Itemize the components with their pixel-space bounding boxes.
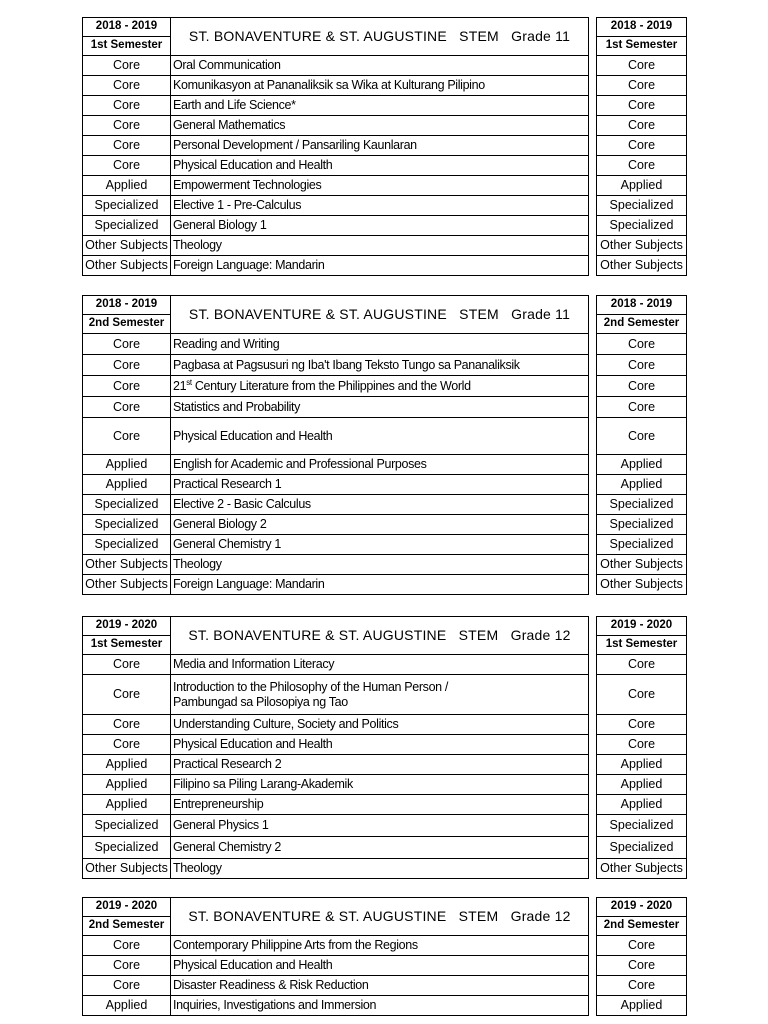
school-year: 2019 - 2020 (597, 617, 687, 636)
subject-name: Physical Education and Health (171, 156, 589, 176)
subject-type: Other Subjects (83, 859, 171, 879)
semester-label: 2nd Semester (83, 917, 171, 936)
curriculum-table-grade11-sem1 (82, 17, 589, 276)
subject-name: Filipino sa Piling Larang-Akademik (171, 775, 589, 795)
subject-type: Applied (83, 775, 171, 795)
subject-type: Core (83, 675, 171, 715)
subject-type: Core (597, 156, 687, 176)
subject-type: Other Subjects (83, 575, 171, 595)
subject-type: Specialized (597, 495, 687, 515)
subject-type: Specialized (83, 216, 171, 236)
subject-name: General Mathematics (171, 116, 589, 136)
subject-name: Inquiries, Investigations and Immersion (171, 996, 589, 1016)
side-strip-grade11-sem1 (596, 17, 687, 276)
subject-type: Specialized (597, 216, 687, 236)
subject-type: Other Subjects (597, 555, 687, 575)
subject-name: Pagbasa at Pagsusuri ng Iba't Ibang Teksto Tungo sa Pananaliksik (171, 355, 589, 376)
subject-type: Other Subjects (597, 256, 687, 276)
side-strip-grade12-sem1 (596, 616, 687, 879)
semester-label: 1st Semester (597, 636, 687, 655)
subject-type: Applied (597, 475, 687, 495)
subject-name: Practical Research 1 (171, 475, 589, 495)
subject-type: Core (83, 334, 171, 355)
subject-name: Physical Education and Health (171, 735, 589, 755)
subject-type: Core (83, 397, 171, 418)
subject-name: Komunikasyon at Pananaliksik sa Wika at Kulturang Pilipino (171, 76, 589, 96)
subject-rest: Century Literature from the Philippines and the World (191, 378, 471, 393)
school-year: 2019 - 2020 (83, 898, 171, 917)
subject-type: Other Subjects (83, 256, 171, 276)
subject-name: Media and Information Literacy (171, 655, 589, 675)
school-year: 2018 - 2019 (83, 18, 171, 37)
subject-type: Specialized (597, 837, 687, 859)
subject-name: Personal Development / Pansariling Kaunlaran (171, 136, 589, 156)
subject-type: Core (597, 655, 687, 675)
subject-name: Contemporary Philippine Arts from the Regions (171, 936, 589, 956)
subject-type: Core (597, 735, 687, 755)
subject-type: Specialized (597, 515, 687, 535)
subject-type: Specialized (83, 515, 171, 535)
subject-name: Understanding Culture, Society and Politics (171, 715, 589, 735)
table-title: ST. BONAVENTURE & ST. AUGUSTINE STEM Grade 11 (171, 296, 589, 334)
subject-name: Empowerment Technologies (171, 176, 589, 196)
school-year: 2018 - 2019 (597, 18, 687, 37)
subject-name: General Physics 1 (171, 815, 589, 837)
subject-type: Applied (597, 996, 687, 1016)
subject-type: Applied (597, 755, 687, 775)
subject-prefix: 21 (173, 378, 187, 393)
school-year: 2018 - 2019 (83, 296, 171, 315)
subject-name: General Biology 1 (171, 216, 589, 236)
subject-type: Core (83, 735, 171, 755)
subject-type: Core (83, 56, 171, 76)
subject-name: Theology (171, 859, 589, 879)
subject-type: Specialized (83, 495, 171, 515)
table-title: ST. BONAVENTURE & ST. AUGUSTINE STEM Grade 12 (171, 898, 589, 936)
school-year: 2018 - 2019 (597, 296, 687, 315)
subject-type: Applied (597, 795, 687, 815)
subject-type: Other Subjects (83, 555, 171, 575)
subject-name: Elective 1 - Pre-Calculus (171, 196, 589, 216)
subject-type: Core (83, 156, 171, 176)
subject-type: Applied (83, 996, 171, 1016)
subject-type: Core (83, 418, 171, 455)
subject-type: Core (83, 655, 171, 675)
semester-label: 1st Semester (83, 636, 171, 655)
subject-type: Core (83, 96, 171, 116)
subject-name: Disaster Readiness & Risk Reduction (171, 976, 589, 996)
table-title: ST. BONAVENTURE & ST. AUGUSTINE STEM Grade 12 (171, 617, 589, 655)
subject-name: Physical Education and Health (171, 956, 589, 976)
subject-type: Applied (597, 775, 687, 795)
ordinal-suffix: st (186, 377, 192, 387)
subject-name: English for Academic and Professional Purposes (171, 455, 589, 475)
subject-type: Applied (83, 795, 171, 815)
subject-type: Applied (597, 176, 687, 196)
curriculum-table-grade11-sem2 (82, 295, 589, 595)
subject-type: Core (597, 418, 687, 455)
subject-type: Applied (597, 455, 687, 475)
subject-name: Entrepreneurship (171, 795, 589, 815)
subject-type: Specialized (597, 196, 687, 216)
subject-type: Core (597, 976, 687, 996)
subject-type: Specialized (83, 196, 171, 216)
subject-type: Specialized (597, 535, 687, 555)
subject-type: Core (83, 76, 171, 96)
subject-type: Applied (83, 455, 171, 475)
subject-type: Core (597, 116, 687, 136)
subject-type: Other Subjects (597, 236, 687, 256)
subject-type: Core (597, 397, 687, 418)
subject-type: Specialized (83, 535, 171, 555)
subject-type: Core (597, 675, 687, 715)
curriculum-table-grade12-sem1 (82, 616, 589, 879)
semester-label: 1st Semester (83, 37, 171, 56)
subject-name: Theology (171, 236, 589, 256)
side-strip-grade11-sem2 (596, 295, 687, 595)
subject-type: Specialized (597, 815, 687, 837)
subject-type: Specialized (83, 837, 171, 859)
semester-label: 2nd Semester (597, 315, 687, 334)
school-year: 2019 - 2020 (83, 617, 171, 636)
subject-type: Applied (83, 475, 171, 495)
subject-type: Core (83, 936, 171, 956)
subject-type: Core (597, 76, 687, 96)
subject-type: Core (597, 56, 687, 76)
subject-name: General Chemistry 1 (171, 535, 589, 555)
subject-name: Practical Research 2 (171, 755, 589, 775)
subject-name: General Biology 2 (171, 515, 589, 535)
semester-label: 1st Semester (597, 37, 687, 56)
subject-name: Oral Communication (171, 56, 589, 76)
subject-name: Introduction to the Philosophy of the Human Person / Pambungad sa Pilosopiya ng Tao (171, 675, 589, 715)
subject-type: Core (83, 116, 171, 136)
subject-type: Core (597, 334, 687, 355)
subject-type: Applied (83, 755, 171, 775)
semester-label: 2nd Semester (83, 315, 171, 334)
subject-type: Other Subjects (83, 236, 171, 256)
subject-type: Core (83, 956, 171, 976)
subject-type: Core (597, 136, 687, 156)
subject-type: Core (597, 715, 687, 735)
school-year: 2019 - 2020 (597, 898, 687, 917)
subject-type: Other Subjects (597, 575, 687, 595)
subject-name: Theology (171, 555, 589, 575)
subject-name: Statistics and Probability (171, 397, 589, 418)
subject-type: Specialized (83, 815, 171, 837)
subject-name: Physical Education and Health (171, 418, 589, 455)
subject-type: Core (597, 355, 687, 376)
subject-name: Foreign Language: Mandarin (171, 256, 589, 276)
curriculum-table-grade12-sem2 (82, 897, 589, 1016)
semester-label: 2nd Semester (597, 917, 687, 936)
side-strip-grade12-sem2 (596, 897, 687, 1016)
subject-name: Reading and Writing (171, 334, 589, 355)
subject-type: Core (83, 976, 171, 996)
subject-type: Core (597, 956, 687, 976)
subject-name: Foreign Language: Mandarin (171, 575, 589, 595)
subject-name: Earth and Life Science* (171, 96, 589, 116)
subject-type: Applied (83, 176, 171, 196)
subject-type: Other Subjects (597, 859, 687, 879)
subject-type: Core (597, 96, 687, 116)
subject-type: Core (83, 136, 171, 156)
subject-name: General Chemistry 2 (171, 837, 589, 859)
subject-type: Core (83, 715, 171, 735)
subject-type: Core (83, 355, 171, 376)
table-title: ST. BONAVENTURE & ST. AUGUSTINE STEM Grade 11 (171, 18, 589, 56)
subject-name: Elective 2 - Basic Calculus (171, 495, 589, 515)
subject-type: Core (83, 376, 171, 397)
subject-type: Core (597, 376, 687, 397)
subject-name (171, 376, 589, 397)
subject-type: Core (597, 936, 687, 956)
